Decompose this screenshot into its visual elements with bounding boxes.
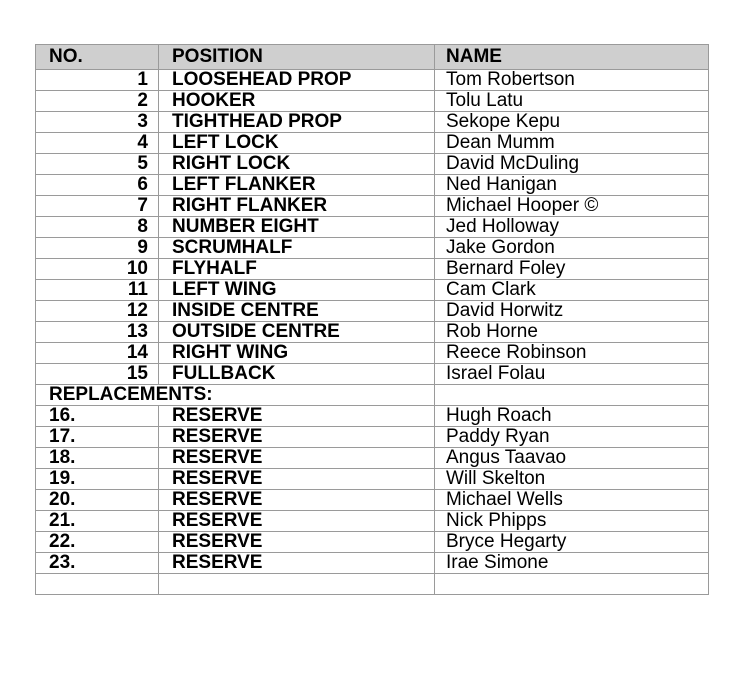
- table-row: [36, 343, 709, 364]
- header-row: [36, 45, 709, 70]
- player-position: RESERVE: [159, 406, 435, 427]
- header-no: NO.: [36, 45, 159, 70]
- player-name: Bryce Hegarty: [435, 532, 709, 553]
- replacements-heading-blank: [435, 385, 709, 406]
- player-number: 21.: [36, 511, 159, 532]
- player-number: 13: [36, 322, 159, 343]
- player-number: 20.: [36, 490, 159, 511]
- table-row: [36, 301, 709, 322]
- table-row: [36, 259, 709, 280]
- player-number: 1: [36, 70, 159, 91]
- table-row: [36, 553, 709, 574]
- player-position: SCRUMHALF: [159, 238, 435, 259]
- player-position: TIGHTHEAD PROP: [159, 112, 435, 133]
- player-position: RIGHT WING: [159, 343, 435, 364]
- player-position: LOOSEHEAD PROP: [159, 70, 435, 91]
- table-row: [36, 91, 709, 112]
- player-position: RESERVE: [159, 490, 435, 511]
- player-name: Israel Folau: [435, 364, 709, 385]
- empty-cell: [435, 574, 709, 595]
- player-name: Tolu Latu: [435, 91, 709, 112]
- table-row: [36, 196, 709, 217]
- player-position: FULLBACK: [159, 364, 435, 385]
- player-position: RIGHT FLANKER: [159, 196, 435, 217]
- player-number: 3: [36, 112, 159, 133]
- table-row: [36, 133, 709, 154]
- player-number: 23.: [36, 553, 159, 574]
- table-row: [36, 175, 709, 196]
- player-position: LEFT FLANKER: [159, 175, 435, 196]
- player-number: 19.: [36, 469, 159, 490]
- header-position: POSITION: [159, 45, 435, 70]
- player-name: Bernard Foley: [435, 259, 709, 280]
- player-number: 16.: [36, 406, 159, 427]
- player-position: NUMBER EIGHT: [159, 217, 435, 238]
- player-name: Tom Robertson: [435, 70, 709, 91]
- player-name: David Horwitz: [435, 301, 709, 322]
- player-position: RESERVE: [159, 427, 435, 448]
- player-number: 6: [36, 175, 159, 196]
- player-name: Angus Taavao: [435, 448, 709, 469]
- player-position: RESERVE: [159, 469, 435, 490]
- player-name: Rob Horne: [435, 322, 709, 343]
- player-position: RIGHT LOCK: [159, 154, 435, 175]
- replacements-heading: REPLACEMENTS:: [36, 385, 435, 406]
- player-name: Cam Clark: [435, 280, 709, 301]
- player-name: Ned Hanigan: [435, 175, 709, 196]
- player-name: Reece Robinson: [435, 343, 709, 364]
- player-number: 5: [36, 154, 159, 175]
- table-row: [36, 427, 709, 448]
- player-name: Will Skelton: [435, 469, 709, 490]
- player-number: 10: [36, 259, 159, 280]
- table-row: [36, 217, 709, 238]
- player-number: 17.: [36, 427, 159, 448]
- player-name: Hugh Roach: [435, 406, 709, 427]
- player-number: 22.: [36, 532, 159, 553]
- table-row: [36, 280, 709, 301]
- player-name: Michael Wells: [435, 490, 709, 511]
- player-name: Paddy Ryan: [435, 427, 709, 448]
- player-number: 15: [36, 364, 159, 385]
- empty-cell: [36, 574, 159, 595]
- table-row: [36, 364, 709, 385]
- table-row: [36, 469, 709, 490]
- player-position: RESERVE: [159, 532, 435, 553]
- player-number: 12: [36, 301, 159, 322]
- player-position: LEFT LOCK: [159, 133, 435, 154]
- player-name: Jed Holloway: [435, 217, 709, 238]
- player-name: David McDuling: [435, 154, 709, 175]
- table-row: [36, 238, 709, 259]
- table-row: [36, 511, 709, 532]
- replacements-section: [36, 385, 709, 406]
- table-row: [36, 448, 709, 469]
- starters-group: [36, 70, 709, 385]
- player-name: Irae Simone: [435, 553, 709, 574]
- player-name: Sekope Kepu: [435, 112, 709, 133]
- table-row: [36, 532, 709, 553]
- player-name: Michael Hooper ©: [435, 196, 709, 217]
- player-position: FLYHALF: [159, 259, 435, 280]
- table-row: [36, 490, 709, 511]
- player-position: RESERVE: [159, 511, 435, 532]
- player-number: 4: [36, 133, 159, 154]
- player-number: 14: [36, 343, 159, 364]
- player-name: Nick Phipps: [435, 511, 709, 532]
- player-number: 7: [36, 196, 159, 217]
- empty-row: [36, 574, 709, 595]
- table-row: [36, 154, 709, 175]
- player-number: 9: [36, 238, 159, 259]
- player-position: HOOKER: [159, 91, 435, 112]
- player-number: 8: [36, 217, 159, 238]
- table-row: [36, 112, 709, 133]
- player-name: Dean Mumm: [435, 133, 709, 154]
- table-row: [36, 70, 709, 91]
- table-row: [36, 406, 709, 427]
- team-sheet-table: [35, 44, 709, 595]
- header-name: NAME: [435, 45, 709, 70]
- player-position: LEFT WING: [159, 280, 435, 301]
- player-position: INSIDE CENTRE: [159, 301, 435, 322]
- table-row: [36, 322, 709, 343]
- replacements-group: [36, 406, 709, 574]
- player-position: RESERVE: [159, 448, 435, 469]
- player-position: RESERVE: [159, 553, 435, 574]
- player-number: 18.: [36, 448, 159, 469]
- replacements-heading-row: [36, 385, 709, 406]
- player-number: 2: [36, 91, 159, 112]
- player-number: 11: [36, 280, 159, 301]
- player-position: OUTSIDE CENTRE: [159, 322, 435, 343]
- player-name: Jake Gordon: [435, 238, 709, 259]
- empty-cell: [159, 574, 435, 595]
